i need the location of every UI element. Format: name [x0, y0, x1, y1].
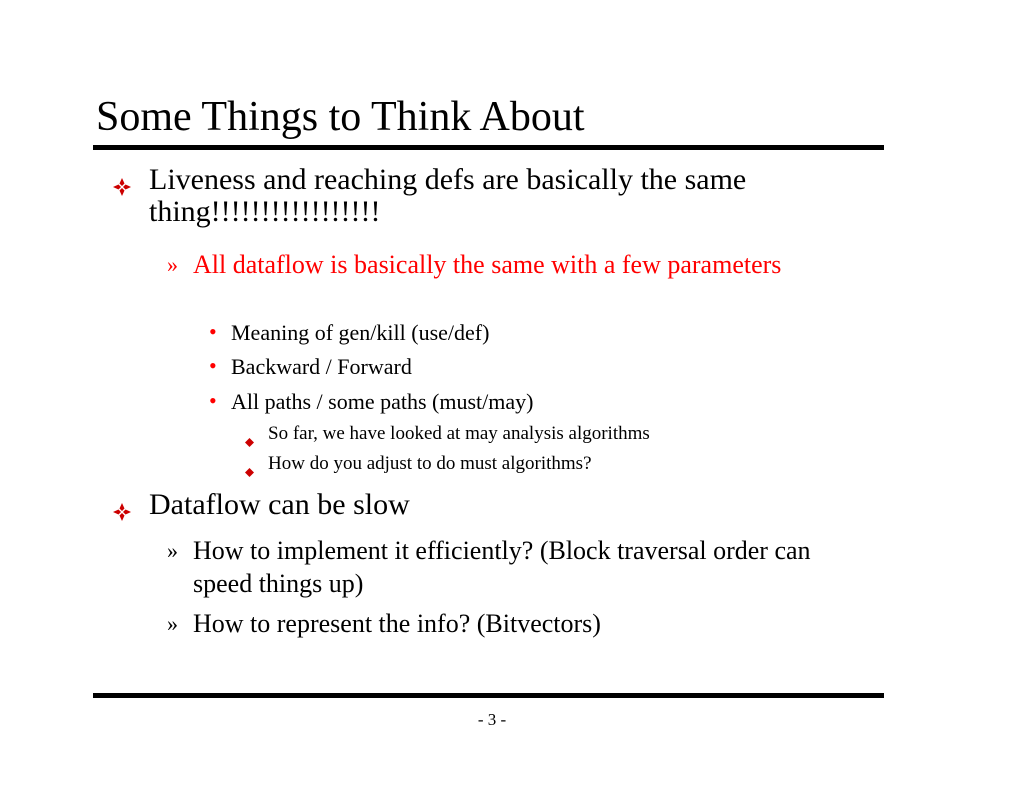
dot-marker: • [209, 388, 217, 413]
footer-divider [93, 693, 884, 698]
list-subitem-text: So far, we have looked at may analysis algorithms [268, 423, 650, 444]
guillemet-marker: » [167, 538, 178, 563]
dot-marker: • [209, 319, 217, 344]
fleuron-diamond-icon [112, 172, 132, 192]
sub-bullet-represent [167, 607, 813, 640]
bullet-text: Dataflow can be slow [149, 488, 410, 521]
sub-bullet-all-dataflow [167, 248, 813, 281]
sub-bullet-text: All dataflow is basically the same with a few parameters [193, 250, 782, 279]
list-subitem-must-algorithms [268, 452, 808, 476]
dot-marker: • [209, 353, 217, 378]
sub-bullet-text: How to represent the info? (Bitvectors) [193, 609, 601, 638]
list-item-paths [209, 388, 791, 415]
bullet-dataflow-slow [149, 489, 884, 521]
diamond-icon [245, 460, 254, 469]
bullet-text: Liveness and reaching defs are basically the same thing!!!!!!!!!!!!!!!!! [149, 163, 747, 228]
sub-bullet-implement [167, 534, 813, 600]
title-divider [93, 145, 884, 150]
list-item-text: Meaning of gen/kill (use/def) [231, 320, 490, 345]
diamond-icon [245, 430, 254, 439]
sub-bullet-text: How to implement it efficiently? (Block traversal order can speed things up) [193, 536, 811, 598]
guillemet-marker: » [167, 611, 178, 636]
list-subitem-text: How do you adjust to do must algorithms? [268, 453, 592, 474]
fleuron-diamond-icon [112, 497, 132, 517]
list-item-gen-kill [209, 319, 791, 346]
list-item-direction [209, 353, 791, 380]
slide-title: Some Things to Think About [96, 94, 585, 140]
list-item-text: Backward / Forward [231, 354, 412, 379]
page-number: - 3 - [477, 710, 507, 729]
guillemet-marker: » [167, 252, 178, 277]
bullet-liveness [149, 164, 884, 228]
list-subitem-may-analysis [268, 422, 808, 446]
list-item-text: All paths / some paths (must/may) [231, 389, 534, 414]
